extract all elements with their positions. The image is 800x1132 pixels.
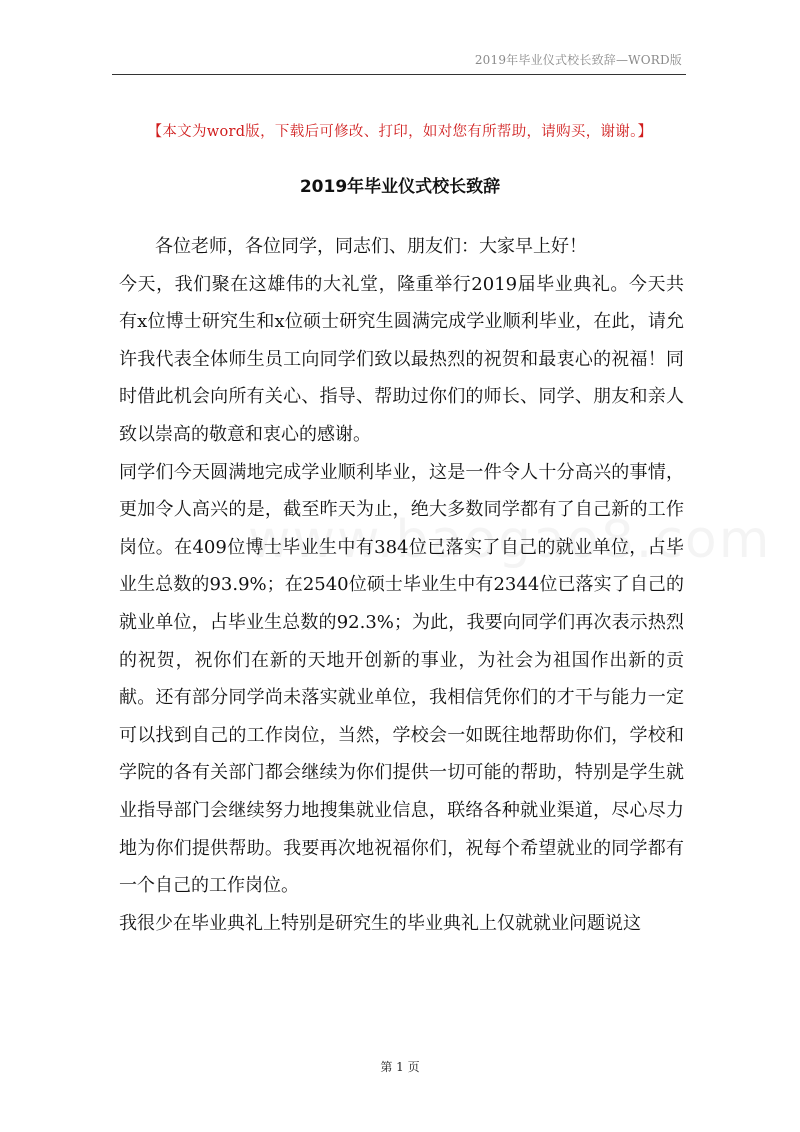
paragraph: 我很少在毕业典礼上特别是研究生的毕业典礼上仅就就业问题说这 bbox=[119, 912, 641, 934]
page-number: 第 1 页 bbox=[380, 1060, 420, 1074]
paragraph: 同学们今天圆满地完成学业顺利毕业，这是一件令人十分高兴的事情，更加令人高兴的是，截至昨天为止，绝大多数同学都有了自己新的工作岗位。在409位博士毕业生中有384位已落实了自己的就业单位，占毕业生总数的93.9%；在2540位硕士毕业生中有2344位已落实了自己的就业单位，占毕业生总数的92.3%；为此，我要向同学们再次表示热烈的祝贺，祝你们在新的天地开创新的事业，为社会为祖国作出新的贡献。还有部分同学尚未落实就业单位，我相信凭你们的才干与能力一定可以找到自己的工作岗位，当然，学校会一如既往地帮助你们，学校和学院的各有关部门都会继续为你们提供一切可能的帮助，特别是学生就业指导部门会继续努力地搜集就业信息，联络各种就业渠道，尽心尽力地为你们提供帮助。我要再次地祝福你们，祝每个希望就业的同学都有一个自己的工作岗位。 bbox=[119, 461, 684, 897]
header-divider bbox=[112, 74, 686, 75]
document-title: 2019年毕业仪式校长致辞 bbox=[299, 177, 501, 197]
document-body bbox=[119, 228, 684, 942]
running-header: 2019年毕业仪式校长致辞—WORD版 bbox=[474, 53, 682, 67]
paragraph: 今天，我们聚在这雄伟的大礼堂，隆重举行2019届毕业典礼。今天共有x位博士研究生和x位硕士研究生圆满完成学业顺利毕业，在此，请允许我代表全体师生员工向同学们致以最热烈的祝贺和最衷心的祝福！同时借此机会向所有关心、指导、帮助过你们的师长、同学、朋友和亲人致以崇高的敬意和衷心的感谢。 bbox=[119, 273, 684, 445]
purchase-notice: 【本文为word版，下载后可修改、打印，如对您有所帮助，请购买，谢谢。】 bbox=[147, 124, 653, 140]
paragraph-greeting: 各位老师，各位同学，同志们、朋友们：大家早上好！ bbox=[155, 236, 587, 257]
